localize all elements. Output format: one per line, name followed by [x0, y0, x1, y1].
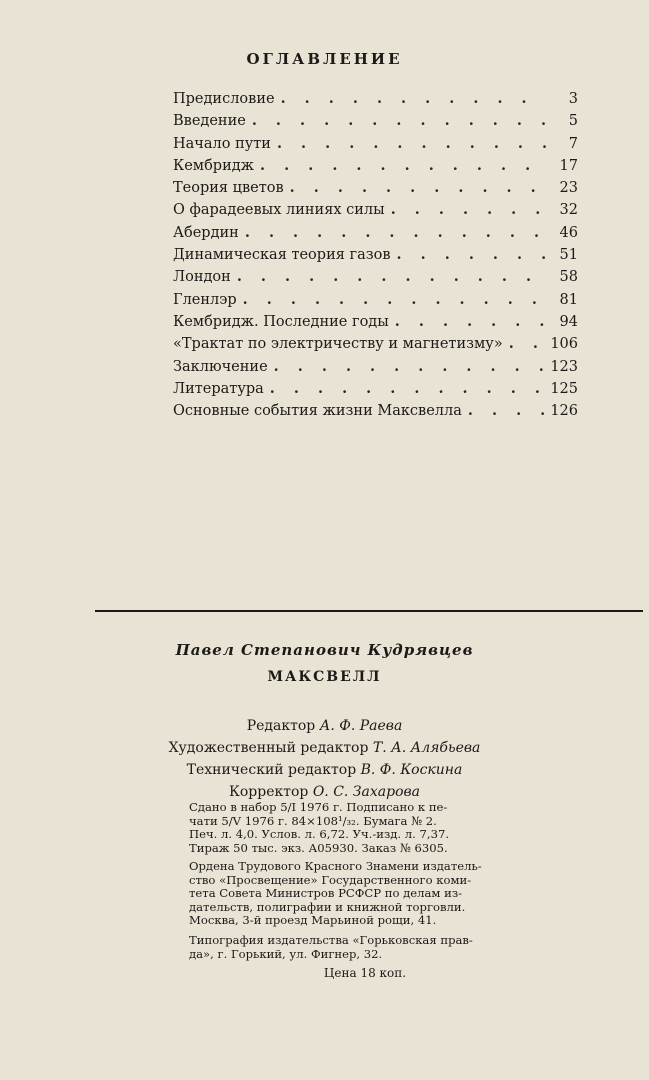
toc-entry-label: Предисловие	[173, 91, 275, 107]
toc-entry	[173, 335, 578, 357]
toc-entry-label: О фарадеевых линиях силы	[173, 202, 385, 219]
toc-entry	[173, 157, 578, 179]
dot-leader	[468, 402, 544, 419]
dot-leader	[509, 335, 545, 352]
section-divider	[95, 610, 643, 612]
toc-entry-label: Начало пути	[173, 135, 271, 152]
toc-entry-label: Основные события жизни Максвелла	[173, 403, 462, 420]
credit-line	[0, 737, 649, 759]
toc-entry-label: Лондон	[173, 269, 231, 286]
toc-entry-page: 5	[568, 113, 578, 130]
credit-line	[0, 759, 649, 781]
author-name: Павел Степанович Кудрявцев	[175, 641, 474, 659]
table-of-contents	[173, 90, 578, 424]
print-info-line: чати 5/V 1976 г. 84×108¹/₃₂. Бумага № 2.	[189, 813, 437, 828]
print-info-line: Тираж 50 тыс. экз. А05930. Заказ № 6305.	[189, 840, 448, 855]
print-info-line: Сдано в набор 5/I 1976 г. Подписано к пе-	[189, 800, 448, 814]
credit-role: Корректор	[229, 784, 309, 800]
toc-entry	[173, 90, 578, 112]
printer-info	[189, 934, 544, 961]
toc-entry-page: 51	[559, 247, 578, 264]
toc-entry-label: Литература	[173, 380, 264, 397]
publisher-line: Ордена Трудового Красного Знамени издатель-	[189, 859, 482, 873]
toc-heading: ОГЛАВЛЕНИЕ	[246, 50, 403, 68]
toc-entry-page: 17	[559, 157, 578, 174]
dot-leader	[243, 291, 546, 308]
printer-line: да», г. Горький, ул. Фигнер, 32.	[189, 946, 383, 961]
toc-entry-label: Кембридж. Последние годы	[173, 313, 389, 330]
toc-entry	[173, 179, 578, 201]
credit-role: Технический редактор	[186, 762, 357, 778]
toc-entry	[173, 358, 578, 380]
toc-entry-page: 3	[568, 91, 578, 107]
credit-person: В. Ф. Коскина	[360, 762, 463, 778]
toc-entry-label: Кембридж	[173, 157, 255, 174]
toc-entry	[173, 224, 578, 246]
toc-entry-page: 106	[550, 336, 578, 353]
book-title: МАКСВЕЛЛ	[267, 669, 382, 685]
toc-entry-label: Гленлэр	[173, 291, 237, 308]
toc-entry	[173, 402, 578, 424]
dot-leader	[277, 135, 546, 152]
toc-entry-page: 58	[559, 269, 578, 286]
dot-leader	[281, 90, 546, 107]
editorial-credits	[0, 715, 649, 803]
print-info-line: Печ. л. 4,0. Услов. л. 6,72. Уч.-изд. л. 7,37.	[189, 827, 450, 841]
toc-entry	[173, 135, 578, 157]
publisher-line: Москва, 3-й проезд Марьиной рощи, 41.	[189, 913, 437, 927]
toc-entry-page: 32	[559, 202, 578, 219]
toc-entry	[173, 112, 578, 134]
toc-entry-label: Введение	[173, 113, 246, 130]
toc-entry-page: 23	[559, 180, 578, 197]
credit-role: Редактор	[246, 718, 316, 734]
toc-entry-page: 46	[559, 224, 578, 241]
credit-line	[0, 715, 649, 737]
credit-person: Т. А. Алябьева	[372, 740, 481, 756]
publisher-info	[189, 860, 544, 928]
dot-leader	[252, 112, 546, 129]
toc-entry	[173, 201, 578, 223]
toc-entry-page: 125	[550, 380, 578, 397]
print-info	[189, 801, 544, 855]
dot-leader	[260, 157, 546, 174]
printer-line: Типография издательства «Горьковская прав-	[189, 933, 473, 947]
dot-leader	[270, 380, 545, 397]
price: Цена 18 коп.	[323, 966, 407, 980]
toc-entry-page: 123	[550, 358, 578, 375]
dot-leader	[274, 358, 545, 375]
toc-entry	[173, 380, 578, 402]
publisher-line: дательств, полиграфии и книжной торговли.	[189, 899, 466, 914]
credit-person: А. Ф. Раева	[319, 718, 403, 734]
publisher-line: тета Совета Министров РСФСР по делам из-	[189, 886, 463, 900]
toc-entry-page: 94	[559, 313, 578, 330]
toc-entry-label: Динамическая теория газов	[173, 247, 391, 264]
toc-entry	[173, 268, 578, 290]
toc-entry	[173, 291, 578, 313]
dot-leader	[245, 224, 546, 241]
toc-entry	[173, 246, 578, 268]
dot-leader	[397, 246, 546, 263]
dot-leader	[290, 179, 546, 196]
publisher-line: ство «Просвещение» Государственного коми-	[189, 872, 472, 887]
toc-entry-label: Заключение	[173, 358, 268, 375]
toc-entry-page: 126	[550, 403, 578, 420]
toc-entry-label: Теория цветов	[173, 180, 284, 197]
dot-leader	[395, 313, 546, 330]
dot-leader	[237, 268, 546, 285]
toc-entry-page: 81	[559, 291, 578, 308]
dot-leader	[391, 201, 546, 218]
toc-entry	[173, 313, 578, 335]
credit-role: Художественный редактор	[168, 740, 369, 756]
credit-person: О. С. Захарова	[312, 784, 420, 800]
toc-entry-label: «Трактат по электричеству и магнетизму»	[173, 336, 503, 353]
toc-entry-label: Абердин	[173, 224, 239, 241]
toc-entry-page: 7	[568, 135, 578, 152]
